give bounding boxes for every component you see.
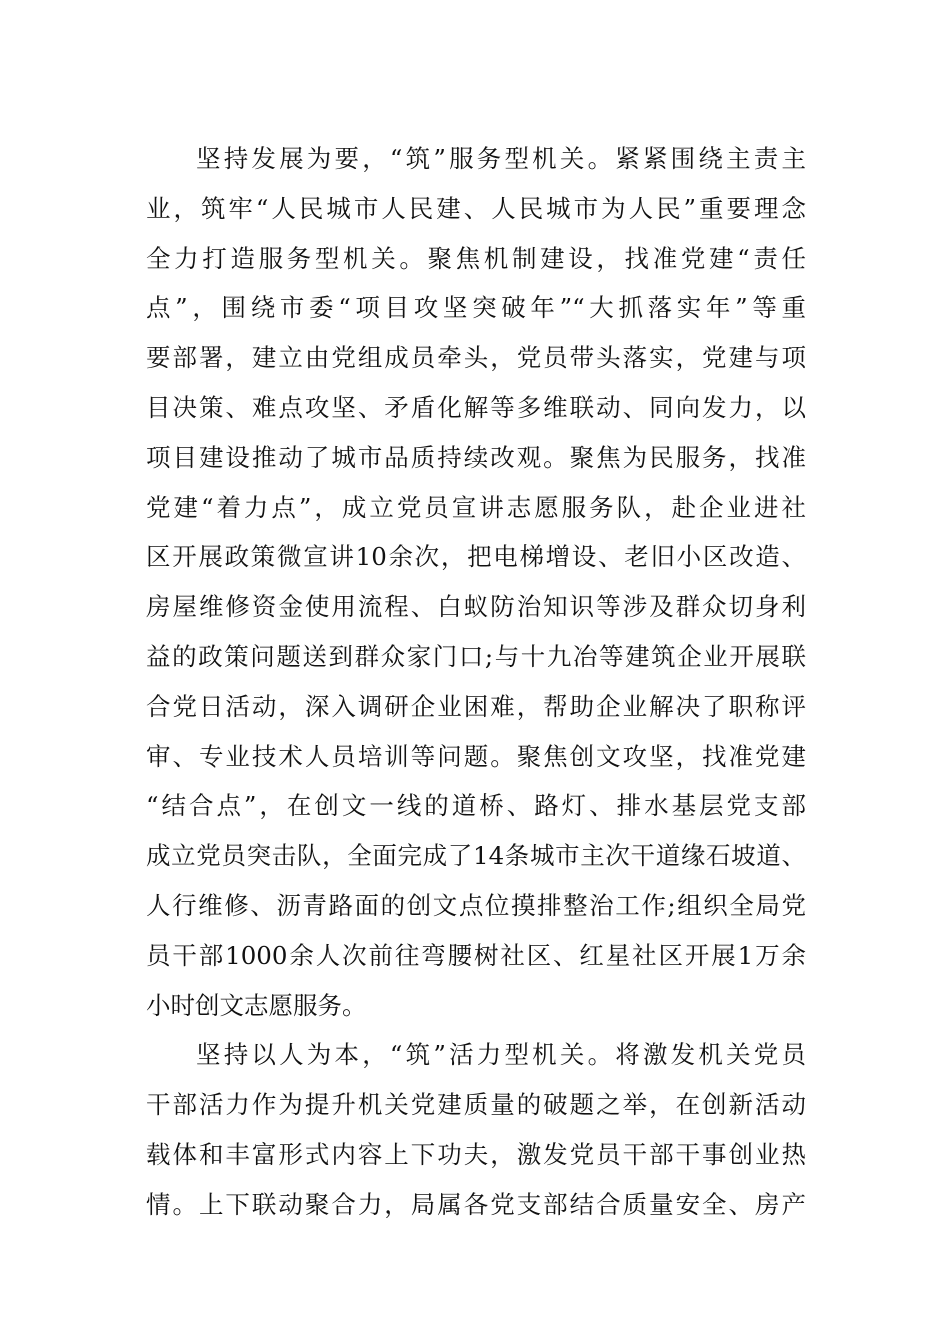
document-body [146, 134, 806, 1230]
text-line: 业，筑牢“人民城市人民建、人民城市为人民”重要理念 [146, 193, 806, 223]
text-line: 坚持以人为本，“筑”活力型机关。将激发机关党员 [196, 1040, 806, 1070]
text-line: 审、专业技术人员培训等问题。聚焦创文攻坚，找准党建 [146, 741, 806, 771]
paragraph-2 [146, 1030, 806, 1229]
text-line: 情。上下联动聚合力，局属各党支部结合质量安全、房产 [146, 1189, 806, 1219]
text-line: 益的政策问题送到群众家门口;与十九冶等建筑企业开展联 [146, 641, 806, 671]
text-line: 点”，围绕市委“项目攻坚突破年”“大抓落实年”等重 [146, 293, 806, 323]
text-line: 目决策、难点攻坚、矛盾化解等多维联动、同向发力，以 [146, 392, 806, 422]
text-line: 房屋维修资金使用流程、白蚁防治知识等涉及群众切身利 [146, 592, 806, 622]
text-line: “结合点”，在创文一线的道桥、路灯、排水基层党支部 [146, 791, 806, 821]
text-line: 载体和丰富形式内容上下功夫，激发党员干部干事创业热 [146, 1139, 806, 1169]
text-line: 项目建设推动了城市品质持续改观。聚焦为民服务，找准 [146, 442, 806, 472]
text-line: 要部署，建立由党组成员牵头，党员带头落实，党建与项 [146, 343, 806, 373]
text-line: 人行维修、沥青路面的创文点位摸排整治工作;组织全局党 [146, 890, 806, 920]
text-line: 全力打造服务型机关。聚焦机制建设，找准党建“责任 [146, 243, 806, 273]
text-line: 区开展政策微宣讲10余次，把电梯增设、老旧小区改造、 [146, 542, 806, 572]
text-line: 坚持发展为要，“筑”服务型机关。紧紧围绕主责主 [196, 144, 806, 173]
paragraph-1 [146, 134, 806, 1030]
text-line: 合党日活动，深入调研企业困难，帮助企业解决了职称评 [146, 691, 806, 721]
text-line: 党建“着力点”，成立党员宣讲志愿服务队，赴企业进社 [146, 492, 806, 522]
text-line: 成立党员突击队，全面完成了14条城市主次干道缘石坡道、 [146, 841, 806, 871]
text-line: 小时创文志愿服务。 [146, 990, 367, 1020]
text-line: 干部活力作为提升机关党建质量的破题之举，在创新活动 [146, 1090, 806, 1120]
text-line: 员干部1000余人次前往弯腰树社区、红星社区开展1万余 [146, 940, 806, 970]
